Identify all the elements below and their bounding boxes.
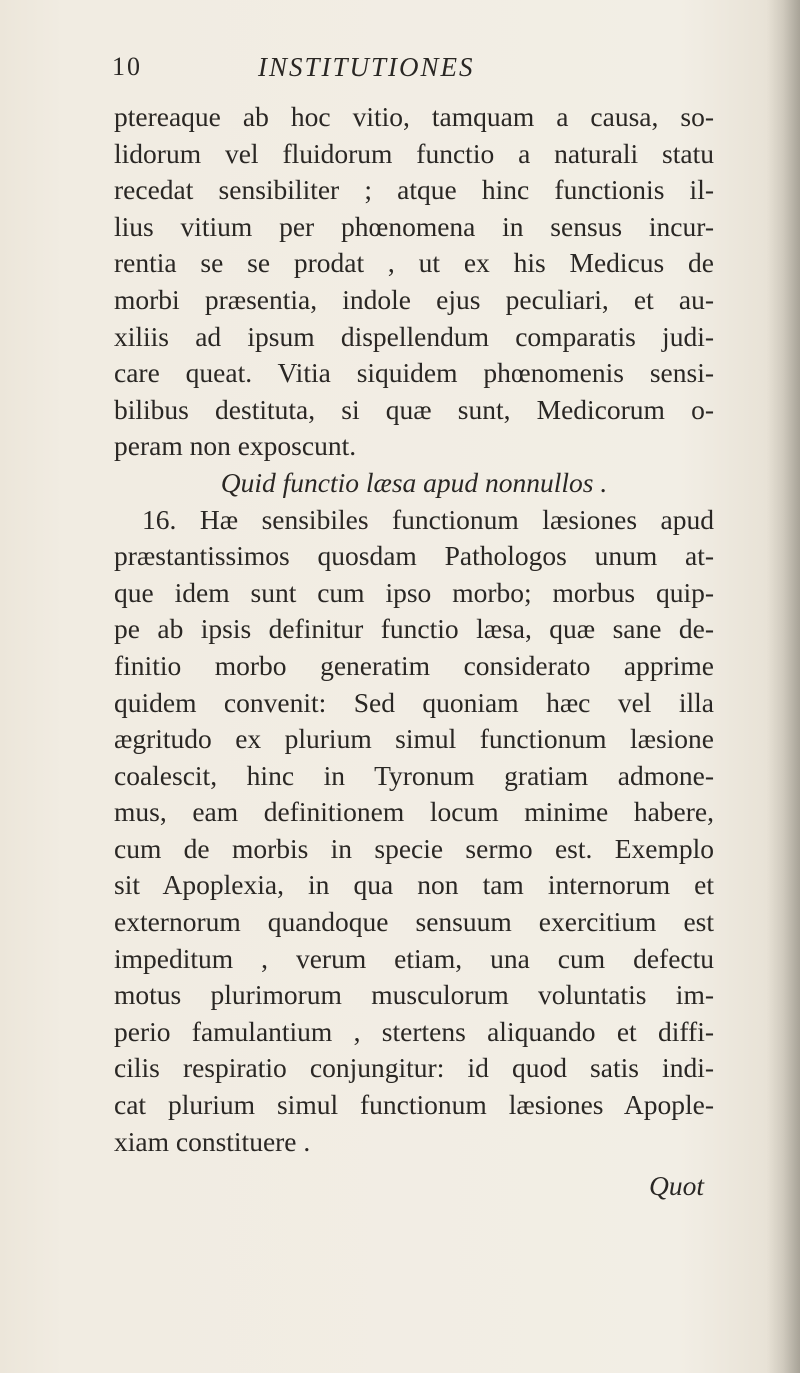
page-number: 10 xyxy=(112,52,142,81)
text-line: cilis respiratio conjungitur: id quod satis indi- xyxy=(114,1052,714,1084)
text-line: lius vitium per phœnomena in sensus incur- xyxy=(114,210,714,242)
text-line: bilibus destituta, si quæ sunt, Medicorum o- xyxy=(114,393,714,425)
text-line: sit Apoplexia, in qua non tam internorum et xyxy=(114,869,714,901)
text-line: xiliis ad ipsum dispellendum comparatis judi- xyxy=(114,320,714,352)
running-head: INSTITUTIONES xyxy=(258,52,475,82)
text-line: morbi præsentia, indole ejus peculiari, et au- xyxy=(114,283,714,315)
body-text xyxy=(114,99,714,1205)
text-line: externorum quandoque sensuum exercitium est xyxy=(114,906,714,938)
paragraph-first-line: 16. Hæ sensibiles functionum læsiones apud xyxy=(142,503,714,535)
text-line: perio famulantium , stertens aliquando et diffi- xyxy=(114,1015,714,1047)
text-line: que idem sunt cum ipso morbo; morbus quip- xyxy=(114,576,714,608)
text-line: xiam constituere . xyxy=(114,1125,311,1157)
text-line: finitio morbo generatim considerato apprime xyxy=(114,649,714,681)
text-line: ptereaque ab hoc vitio, tamquam a causa, so- xyxy=(114,101,714,132)
text-line: care queat. Vitia siquidem phœnomenis sensi- xyxy=(114,357,714,389)
text-line: cat plurium simul functionum læsiones Apople- xyxy=(114,1089,714,1121)
text-line: impeditum , verum etiam, una cum defectu xyxy=(114,942,714,974)
text-line: mus, eam definitionem locum minime habere, xyxy=(114,796,714,828)
text-line: coalescit, hinc in Tyronum gratiam admone- xyxy=(114,759,714,791)
text-line: rentia se se prodat , ut ex his Medicus de xyxy=(114,247,714,279)
page-edge-shadow xyxy=(766,0,800,1373)
page-header xyxy=(112,52,712,92)
text-line: recedat sensibiliter ; atque hinc functionis il- xyxy=(114,174,714,206)
text-line: pe ab ipsis definitur functio læsa, quæ sane de- xyxy=(114,613,714,645)
text-line: quidem convenit: Sed quoniam hæc vel illa xyxy=(114,686,714,718)
catchword: Quot xyxy=(649,1170,704,1202)
section-heading: Quid functio læsa apud nonnullos . xyxy=(220,466,608,498)
text-line: ægritudo ex plurium simul functionum læsione xyxy=(114,723,714,755)
text-line: motus plurimorum musculorum voluntatis im- xyxy=(114,979,714,1011)
text-line: præstantissimos quosdam Pathologos unum at- xyxy=(114,540,714,572)
text-line: lidorum vel fluidorum functio a naturali statu xyxy=(114,137,714,169)
text-line: peram non exposcunt. xyxy=(114,430,357,462)
text-line: cum de morbis in specie sermo est. Exemplo xyxy=(114,832,714,864)
